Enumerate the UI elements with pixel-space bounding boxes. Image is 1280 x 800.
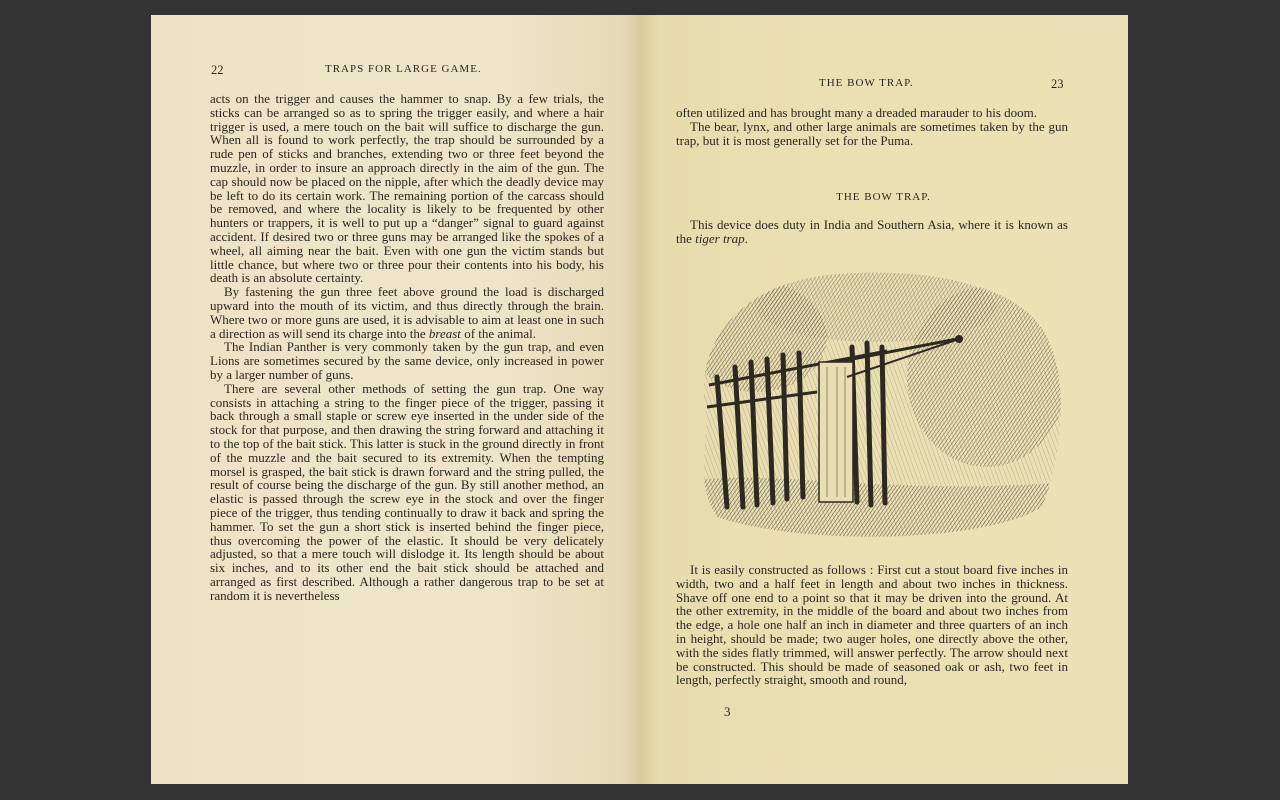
tiger-trap-engraving	[687, 267, 1067, 547]
right-top-text	[676, 106, 1068, 147]
left-running-head: TRAPS FOR LARGE GAME.	[325, 63, 482, 75]
right-page-number: 23	[1051, 77, 1064, 91]
right-paragraph-2: The bear, lynx, and other large animals are sometimes taken by the gun trap, but it is most generally set for the Puma.	[676, 118, 1068, 148]
section-title: THE BOW TRAP.	[836, 191, 931, 203]
intro-text	[676, 218, 1068, 246]
right-page	[639, 15, 1128, 784]
left-paragraph-2-italic: breast	[428, 325, 461, 341]
book-spread	[151, 15, 1128, 784]
left-paragraph-1: acts on the trigger and causes the hammer to snap. By a few trials, the sticks can be arranged so as to spring the trigger easily, and where a hair trigger is used, a mere touch on the bait will suffice to discharge the gun. When all is found to work perfectly, the trap should be surrounded by a rude pen of sticks and branches, extending two or three feet beyond the muzzle, in order to insure an approach directly in the aim of the gun. The cap should now be placed on the nipple, after which the deadly device may be left to do its certain work. The remaining portion of the carcass should be removed, and where the locality is likely to be frequented by other hunters or trappers, it is well to put up a “danger” signal to guard against accident. If desired two or three guns may be arranged like the spokes of a wheel, all aiming near the bait. Even with one gun the victim stands but little chance, but where two or three pour their contents into his body, his death is an absolute certainty.	[210, 91, 604, 286]
left-paragraph-2-text: By fastening the gun three feet above ground the load is discharged upward into the mouth of its victim, and thus directly through the brain. Where two or more guns are used, it is advisable to aim at least one in such a direction as will send its charge into the	[210, 284, 604, 341]
left-paragraph-3: The Indian Panther is very commonly taken by the gun trap, and even Lions are sometimes secured by the same device, only increased in power by a larger number of guns.	[210, 339, 604, 382]
intro-paragraph-text: This device does duty in India and Southern Asia, where it is known as the	[676, 217, 1068, 246]
right-bottom-text	[676, 563, 1068, 687]
signature-mark: 3	[724, 704, 731, 719]
left-page-number: 22	[211, 63, 224, 77]
intro-italic: tiger trap	[695, 230, 745, 246]
left-paragraph-2-tail: of the animal.	[460, 325, 537, 341]
left-text-column	[210, 92, 604, 602]
left-page	[151, 15, 639, 784]
left-paragraph-4: There are several other methods of setting the gun trap. One way consists in attaching a string to the finger piece of the trigger, passing it back through a small staple or screw eye inserted in the under side of the stock for that purpose, and then drawing the string forward and attaching it to the top of the bait stick. This latter is stuck in the ground directly in front of the muzzle and the bait secured to its extremity. When the tempting morsel is grasped, the bait stick is drawn forward and the string pulled, the result of course being the discharge of the gun. By still another method, an elastic is passed through the screw eye in the stock and over the finger piece of the trigger, thus tending continually to draw it back and spring the hammer. To set the gun a short stick is inserted behind the finger piece, thus overcoming the power of the elastic. It should be very delicately adjusted, so that a mere touch will dislodge it. Its length should be about six inches, and to its other end the bait stick should be attached and arranged as first described. Although a rather dangerous trap to be set at random it is nevertheless	[210, 380, 604, 603]
intro-tail: .	[744, 230, 748, 246]
right-paragraph-1: often utilized and has brought many a dreaded marauder to his doom.	[676, 105, 1038, 120]
intro-paragraph	[676, 218, 1068, 246]
right-running-head: THE BOW TRAP.	[819, 77, 914, 89]
right-bottom-paragraph: It is easily constructed as follows : First cut a stout board five inches in width, two and a half feet in length and about two inches in thickness. Shave off one end to a point so that it may be driven into the ground. At the other extremity, in the middle of the board and about two inches from the edge, a hole one half an inch in diameter and three quarters of an inch in height, should be made; two auger holes, one directly above the other, with the sides flatly trimmed, will answer perfectly. The arrow should next be constructed. This should be made of seasoned oak or ash, two feet in length, perfectly straight, smooth and round,	[676, 562, 1068, 688]
left-paragraph-2	[210, 285, 604, 340]
